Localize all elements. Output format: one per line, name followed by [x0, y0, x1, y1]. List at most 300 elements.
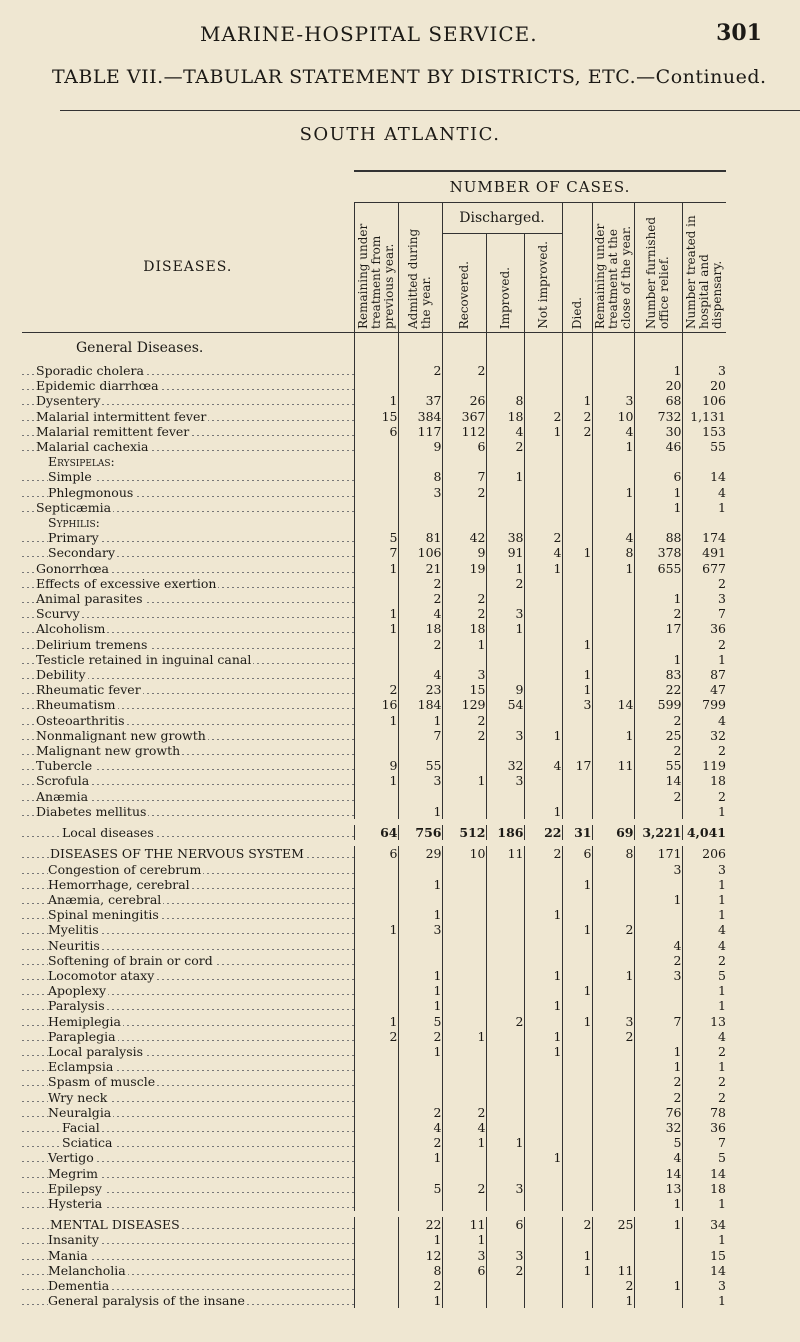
count-cell: 2	[524, 530, 562, 545]
count-cell	[354, 938, 398, 953]
count-cell	[562, 591, 592, 606]
count-cell: 3	[682, 591, 726, 606]
count-cell: 2	[398, 591, 442, 606]
count-cell: 1	[398, 877, 442, 892]
count-cell: 2	[634, 1074, 682, 1089]
count-cell: 1	[354, 621, 398, 636]
count-cell: 1	[524, 424, 562, 439]
treated-header: Number treated in hospital and dispensary.	[682, 203, 726, 333]
count-cell: 3	[592, 1014, 634, 1029]
count-cell	[486, 998, 524, 1013]
count-cell	[562, 439, 592, 454]
count-cell: 2	[634, 789, 682, 804]
count-cell	[398, 500, 442, 515]
count-cell: 1	[592, 728, 634, 743]
count-cell	[354, 637, 398, 652]
count-cell: 38	[486, 530, 524, 545]
count-cell	[354, 515, 398, 530]
count-cell: 42	[442, 530, 486, 545]
count-cell: 1	[524, 1044, 562, 1059]
count-cell	[354, 1278, 398, 1293]
count-cell	[398, 938, 442, 953]
count-cell: 5	[398, 1014, 442, 1029]
table-row	[22, 1014, 726, 1029]
count-cell: 3,221	[634, 825, 682, 840]
count-cell: 55	[682, 439, 726, 454]
table-row	[22, 825, 726, 840]
count-cell	[354, 1196, 398, 1211]
count-cell: 9	[442, 545, 486, 560]
count-cell	[562, 938, 592, 953]
count-cell	[354, 877, 398, 892]
table-row	[22, 758, 726, 773]
count-cell: 2	[398, 363, 442, 378]
count-cell: 171	[634, 846, 682, 861]
count-cell: 9	[354, 758, 398, 773]
count-cell	[486, 667, 524, 682]
count-cell: 1	[634, 591, 682, 606]
count-cell	[524, 1278, 562, 1293]
count-cell: 7	[634, 1014, 682, 1029]
count-cell: 1	[398, 1232, 442, 1247]
count-cell	[524, 1248, 562, 1263]
count-cell: 1	[524, 561, 562, 576]
count-cell: 1	[486, 469, 524, 484]
count-cell: 5	[398, 1181, 442, 1196]
count-cell	[592, 1232, 634, 1247]
count-cell: 655	[634, 561, 682, 576]
count-cell: 384	[398, 409, 442, 424]
disease-name: General Diseases.	[76, 340, 204, 356]
count-cell: 8	[592, 545, 634, 560]
count-cell	[354, 968, 398, 983]
count-cell	[524, 667, 562, 682]
count-cell	[442, 454, 486, 469]
count-cell: 599	[634, 697, 682, 712]
count-cell	[562, 1232, 592, 1247]
count-cell: 18	[682, 773, 726, 788]
count-cell	[562, 378, 592, 393]
count-cell	[562, 1135, 592, 1150]
count-cell: 15	[354, 409, 398, 424]
count-cell	[398, 1166, 442, 1181]
count-cell: 1	[634, 485, 682, 500]
count-cell: 1	[682, 1196, 726, 1211]
count-cell: 1	[562, 922, 592, 937]
count-cell	[442, 983, 486, 998]
count-cell	[486, 1029, 524, 1044]
count-cell	[562, 862, 592, 877]
disease-name: Rheumatism	[22, 697, 354, 712]
count-cell	[592, 606, 634, 621]
count-cell	[442, 1293, 486, 1308]
disease-name: Alcoholism	[22, 621, 354, 636]
count-cell: 29	[398, 846, 442, 861]
count-cell: 6	[442, 439, 486, 454]
count-cell: 1	[398, 907, 442, 922]
count-cell: 2	[442, 485, 486, 500]
count-cell	[354, 907, 398, 922]
count-cell	[524, 1074, 562, 1089]
count-cell	[398, 1090, 442, 1105]
count-cell: 8	[398, 1263, 442, 1278]
count-cell: 3	[682, 1278, 726, 1293]
disease-name: Scrofula	[22, 773, 354, 788]
count-cell: 112	[442, 424, 486, 439]
disease-name: Wry neck	[22, 1090, 354, 1105]
count-cell	[634, 637, 682, 652]
count-cell	[634, 877, 682, 892]
count-cell: 76	[634, 1105, 682, 1120]
count-cell	[354, 892, 398, 907]
count-cell: 3	[486, 1248, 524, 1263]
count-cell	[592, 1166, 634, 1181]
count-cell	[354, 667, 398, 682]
count-cell	[442, 333, 486, 364]
disease-name: Megrim	[22, 1166, 354, 1181]
count-cell: 1	[354, 773, 398, 788]
diseases-header: DISEASES.	[22, 203, 354, 333]
count-cell: 25	[634, 728, 682, 743]
cases-table	[22, 170, 726, 1308]
count-cell	[562, 515, 592, 530]
table-row	[22, 1120, 726, 1135]
disease-name: Dysentery	[22, 393, 354, 408]
count-cell	[562, 773, 592, 788]
count-cell	[592, 1105, 634, 1120]
disease-name: Malarial cachexia	[22, 439, 354, 454]
count-cell: 14	[682, 1166, 726, 1181]
count-cell: 5	[682, 968, 726, 983]
count-cell	[562, 333, 592, 364]
count-cell: 1	[524, 1150, 562, 1165]
count-cell	[442, 953, 486, 968]
table-row	[22, 862, 726, 877]
count-cell	[354, 439, 398, 454]
count-cell: 2	[354, 682, 398, 697]
count-cell	[442, 576, 486, 591]
count-cell: 81	[398, 530, 442, 545]
count-cell: 1	[398, 998, 442, 1013]
region-heading: SOUTH ATLANTIC.	[299, 124, 501, 145]
count-cell	[354, 1248, 398, 1263]
count-cell	[524, 1059, 562, 1074]
count-cell: 2	[486, 1263, 524, 1278]
count-cell	[524, 637, 562, 652]
count-cell	[524, 606, 562, 621]
count-cell	[442, 1044, 486, 1059]
remaining-previous-header: Remaining under treatment from previous year.	[354, 203, 398, 333]
count-cell	[486, 500, 524, 515]
count-cell	[562, 713, 592, 728]
table-row	[22, 652, 726, 667]
disease-name: Spinal meningitis	[22, 907, 354, 922]
count-cell	[354, 1090, 398, 1105]
count-cell	[562, 892, 592, 907]
count-cell	[486, 1090, 524, 1105]
count-cell: 117	[398, 424, 442, 439]
count-cell: 206	[682, 846, 726, 861]
count-cell: 1	[634, 892, 682, 907]
table-row	[22, 1029, 726, 1044]
count-cell: 3	[682, 862, 726, 877]
count-cell	[562, 968, 592, 983]
count-cell: 1	[442, 637, 486, 652]
count-cell: 2	[442, 606, 486, 621]
table-row	[22, 1059, 726, 1074]
count-cell	[634, 804, 682, 819]
count-cell	[562, 1293, 592, 1308]
count-cell: 6	[442, 1263, 486, 1278]
table-row	[22, 378, 726, 393]
count-cell: 11	[592, 1263, 634, 1278]
count-cell	[562, 621, 592, 636]
count-cell	[442, 938, 486, 953]
count-cell: 1	[524, 1029, 562, 1044]
disease-name: Septicæmia	[22, 500, 354, 515]
count-cell	[442, 1196, 486, 1211]
count-cell	[524, 1196, 562, 1211]
count-cell	[354, 500, 398, 515]
count-cell: 1	[634, 1059, 682, 1074]
count-cell	[592, 907, 634, 922]
table-row	[22, 1090, 726, 1105]
disease-name: Nonmalignant new growth	[22, 728, 354, 743]
count-cell	[592, 1120, 634, 1135]
count-cell	[524, 953, 562, 968]
count-cell	[524, 378, 562, 393]
count-cell	[442, 804, 486, 819]
count-cell: 4	[682, 485, 726, 500]
count-cell	[442, 1014, 486, 1029]
table-row	[22, 1217, 726, 1232]
count-cell: 46	[634, 439, 682, 454]
disease-name: Hemorrhage, cerebral	[22, 877, 354, 892]
table-row	[22, 697, 726, 712]
count-cell	[442, 758, 486, 773]
count-cell: 1	[592, 561, 634, 576]
count-cell: 3	[486, 1181, 524, 1196]
count-cell: 1	[486, 621, 524, 636]
count-cell	[486, 922, 524, 937]
count-cell: 2	[562, 409, 592, 424]
count-cell: 1	[634, 1044, 682, 1059]
count-cell	[486, 454, 524, 469]
count-cell: 1	[592, 968, 634, 983]
disease-name: Secondary	[22, 545, 354, 560]
count-cell: 1	[682, 1232, 726, 1247]
count-cell: 1	[562, 682, 592, 697]
table-row	[22, 682, 726, 697]
count-cell: 18	[682, 1181, 726, 1196]
count-cell: 18	[486, 409, 524, 424]
disease-name: Mania	[22, 1248, 354, 1263]
count-cell: 31	[562, 825, 592, 840]
table-row	[22, 621, 726, 636]
disease-name: Eclampsia	[22, 1059, 354, 1074]
count-cell	[354, 728, 398, 743]
count-cell: 119	[682, 758, 726, 773]
count-cell	[442, 968, 486, 983]
number-of-cases-header: NUMBER OF CASES.	[354, 171, 726, 203]
count-cell	[524, 1135, 562, 1150]
disease-name: Hysteria	[22, 1196, 354, 1211]
count-cell	[398, 652, 442, 667]
count-cell: 4	[398, 606, 442, 621]
count-cell: 9	[398, 439, 442, 454]
count-cell: 186	[486, 825, 524, 840]
count-cell: 9	[486, 682, 524, 697]
count-cell	[592, 621, 634, 636]
count-cell: 1	[592, 439, 634, 454]
count-cell	[524, 515, 562, 530]
count-cell: 1	[562, 1248, 592, 1263]
count-cell: 4	[682, 938, 726, 953]
count-cell: 2	[442, 1181, 486, 1196]
count-cell: 2	[682, 1090, 726, 1105]
disease-name: Spasm of muscle	[22, 1074, 354, 1089]
count-cell: 2	[634, 743, 682, 758]
count-cell: 1	[634, 1217, 682, 1232]
table-row	[22, 1105, 726, 1120]
count-cell	[486, 378, 524, 393]
count-cell: 5	[354, 530, 398, 545]
recovered-header: Recovered.	[442, 234, 486, 333]
count-cell: 153	[682, 424, 726, 439]
disease-name: Anæmia	[22, 789, 354, 804]
count-cell	[592, 637, 634, 652]
table-row	[22, 333, 726, 364]
count-cell: 2	[442, 728, 486, 743]
count-cell	[682, 333, 726, 364]
table-row	[22, 907, 726, 922]
count-cell	[562, 1029, 592, 1044]
count-cell: 2	[398, 1278, 442, 1293]
count-cell: 3	[592, 393, 634, 408]
count-cell: 1	[524, 907, 562, 922]
count-cell	[562, 454, 592, 469]
table-row	[22, 846, 726, 861]
count-cell	[634, 576, 682, 591]
count-cell	[354, 1217, 398, 1232]
count-cell: 1	[398, 1044, 442, 1059]
count-cell: 14	[634, 1166, 682, 1181]
count-cell: 4	[634, 1150, 682, 1165]
count-cell: 1	[682, 1059, 726, 1074]
count-cell: 2	[442, 363, 486, 378]
count-cell: 1	[634, 1196, 682, 1211]
count-cell: 47	[682, 682, 726, 697]
count-cell	[486, 591, 524, 606]
count-cell: 5	[634, 1135, 682, 1150]
table-row	[22, 1166, 726, 1181]
count-cell	[486, 713, 524, 728]
count-cell: 4	[398, 667, 442, 682]
count-cell	[524, 743, 562, 758]
count-cell: 8	[486, 393, 524, 408]
disease-name: Neuritis	[22, 938, 354, 953]
count-cell: 8	[398, 469, 442, 484]
count-cell	[486, 1293, 524, 1308]
count-cell	[562, 1090, 592, 1105]
count-cell: 8	[592, 846, 634, 861]
count-cell: 1	[562, 983, 592, 998]
count-cell	[354, 1232, 398, 1247]
count-cell: 2	[398, 1105, 442, 1120]
count-cell: 2	[682, 953, 726, 968]
disease-name: Tubercle	[22, 758, 354, 773]
count-cell: 13	[682, 1014, 726, 1029]
count-cell	[634, 907, 682, 922]
table-row	[22, 713, 726, 728]
table-row	[22, 591, 726, 606]
count-cell: 1	[562, 393, 592, 408]
count-cell: 69	[592, 825, 634, 840]
count-cell	[562, 469, 592, 484]
count-cell: 4	[592, 530, 634, 545]
count-cell: 2	[486, 439, 524, 454]
count-cell	[398, 892, 442, 907]
count-cell: 3	[486, 606, 524, 621]
remaining-close-header: Remaining under treatment at the close of the year.	[592, 203, 634, 333]
table-row	[22, 1232, 726, 1247]
disease-name: Debility	[22, 667, 354, 682]
count-cell	[562, 500, 592, 515]
disease-name: Simple	[22, 469, 354, 484]
table-row	[22, 983, 726, 998]
count-cell: 6	[634, 469, 682, 484]
count-cell: 2	[524, 409, 562, 424]
count-cell	[398, 1074, 442, 1089]
count-cell	[592, 1074, 634, 1089]
count-cell: 32	[486, 758, 524, 773]
table-body	[22, 333, 726, 1309]
count-cell	[592, 652, 634, 667]
count-cell: 1	[486, 561, 524, 576]
count-cell	[592, 469, 634, 484]
count-cell: 22	[398, 1217, 442, 1232]
table-row	[22, 1044, 726, 1059]
count-cell	[524, 454, 562, 469]
count-cell	[524, 682, 562, 697]
count-cell: 78	[682, 1105, 726, 1120]
count-cell	[592, 892, 634, 907]
count-cell: 1	[398, 1293, 442, 1308]
count-cell: 2	[682, 789, 726, 804]
count-cell	[524, 713, 562, 728]
table-row	[22, 938, 726, 953]
table-row	[22, 1293, 726, 1308]
count-cell: 1	[398, 968, 442, 983]
count-cell	[486, 804, 524, 819]
count-cell: 2	[682, 1074, 726, 1089]
table-row	[22, 561, 726, 576]
count-cell: 1	[592, 1293, 634, 1308]
count-cell	[592, 1181, 634, 1196]
count-cell	[486, 983, 524, 998]
disease-name: MENTAL DISEASES	[22, 1217, 354, 1232]
count-cell	[354, 591, 398, 606]
count-cell: 1	[354, 1014, 398, 1029]
count-cell: 1	[682, 652, 726, 667]
count-cell: 2	[398, 1135, 442, 1150]
count-cell: 3	[398, 773, 442, 788]
count-cell	[486, 363, 524, 378]
table-row	[22, 363, 726, 378]
disease-name: Osteoarthritis	[22, 713, 354, 728]
disease-name: Locomotor ataxy	[22, 968, 354, 983]
count-cell	[562, 1150, 592, 1165]
